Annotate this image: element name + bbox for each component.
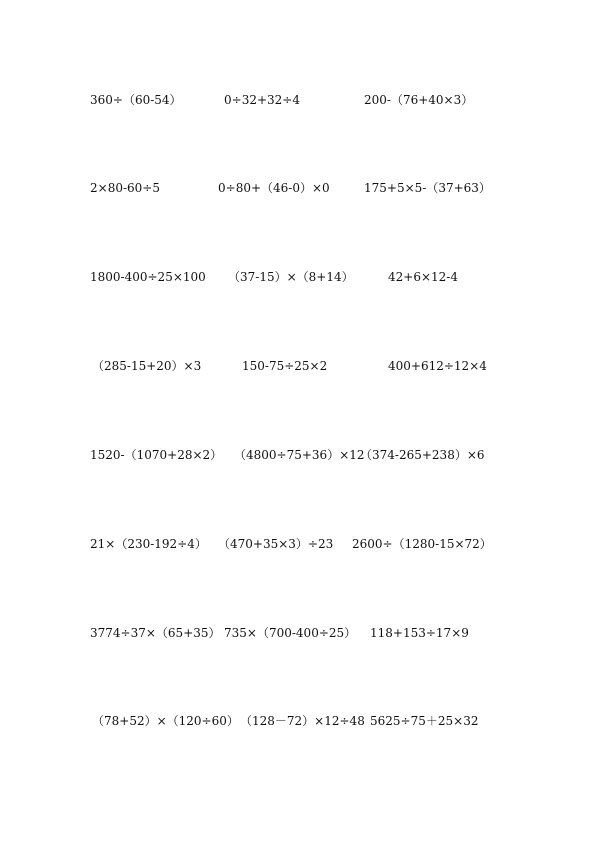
expression-r8-c3: 5625÷75＋25×32 xyxy=(370,714,479,728)
expression-r2-c1: 2×80-60÷5 xyxy=(90,181,160,195)
expression-r1-c1: 360÷（60-54） xyxy=(90,93,182,107)
expression-r4-c3: 400+612÷12×4 xyxy=(388,359,487,373)
expression-r4-c1: （285-15+20）×3 xyxy=(92,359,202,373)
expression-r8-c1: （78+52）×（120÷60） xyxy=(92,714,239,728)
expression-r8-c2: （128－72）×12÷48 xyxy=(240,714,365,728)
expression-r1-c3: 200-（76+40×3） xyxy=(364,93,474,107)
expression-r3-c2: （37-15）×（8+14） xyxy=(228,270,354,284)
expression-r6-c3: 2600÷（1280-15×72） xyxy=(352,537,492,551)
expression-r2-c2: 0÷80+（46-0）×0 xyxy=(218,181,330,195)
expression-r5-c1: 1520-（1070+28×2） xyxy=(90,448,223,462)
expression-r5-c3: （374-265+238）×6 xyxy=(360,448,485,462)
expression-r2-c3: 175+5×5-（37+63） xyxy=(364,181,491,195)
expression-r6-c1: 21×（230-192÷4） xyxy=(90,537,207,551)
expression-r6-c2: （470+35×3）÷23 xyxy=(218,537,334,551)
expression-r3-c1: 1800-400÷25×100 xyxy=(90,270,206,284)
expression-r7-c2: 735×（700-400÷25） xyxy=(224,626,357,640)
expression-r4-c2: 150-75÷25×2 xyxy=(242,359,328,373)
expression-r7-c3: 118+153÷17×9 xyxy=(370,626,469,640)
expression-r3-c3: 42+6×12-4 xyxy=(388,270,458,284)
expression-r1-c2: 0÷32+32÷4 xyxy=(224,93,300,107)
expression-r5-c2: （4800÷75+36）×12 xyxy=(234,448,365,462)
expression-r7-c1: 3774÷37×（65+35） xyxy=(90,626,221,640)
